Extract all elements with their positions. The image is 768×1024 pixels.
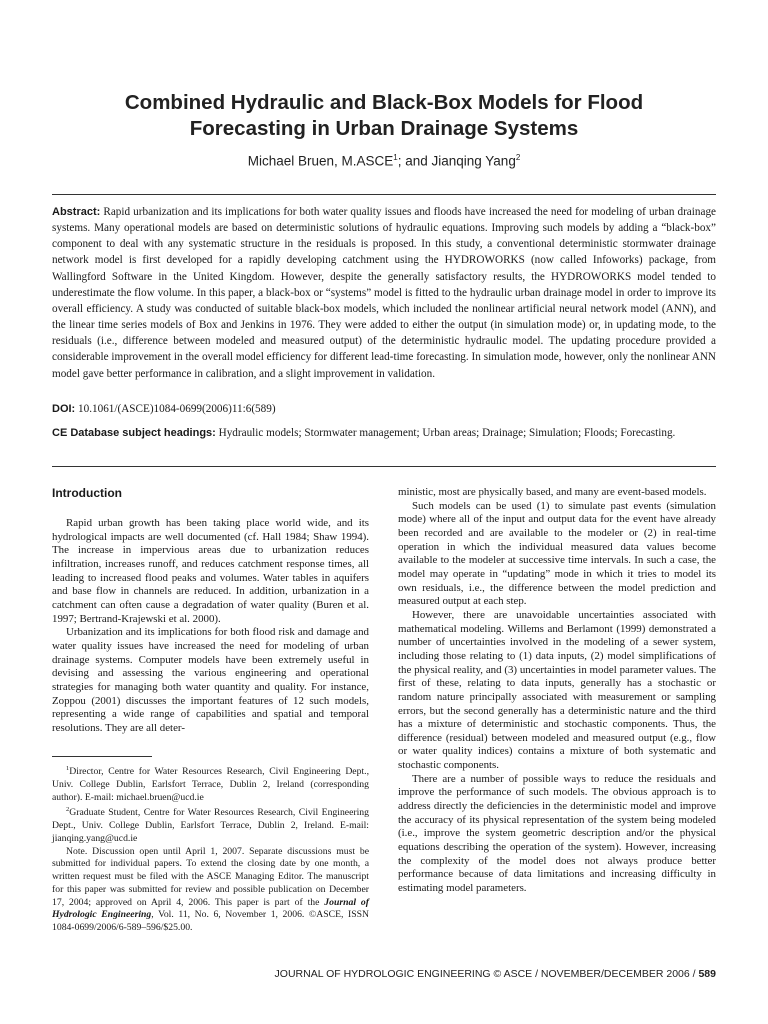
doi-value: 10.1061/(ASCE)1084-0699(2006)11:6(589) <box>78 403 276 415</box>
intro-paragraph: ministic, most are physically based, and many are event-based models. <box>398 486 707 498</box>
page-footer <box>275 968 716 980</box>
left-column <box>52 486 369 736</box>
paper-title-line2: Forecasting in Urban Drainage Systems <box>189 117 579 140</box>
subject-headings-text: Hydraulic models; Stormwater management; Urban areas; Drainage; Simulation; Floods; Forecasting. <box>218 427 676 439</box>
paper-title-line1: Combined Hydraulic and Black-Box Models for Flood <box>124 91 644 114</box>
footnotes <box>52 756 369 935</box>
footnote-divider <box>52 756 152 757</box>
author-line <box>40 153 728 169</box>
footnote-2-mark: 2 <box>66 806 70 814</box>
journal-name: Journal of Hydrologic Engineering <box>52 896 369 921</box>
footer-journal-text: JOURNAL OF HYDROLOGIC ENGINEERING © ASCE / NOVEMBER/DECEMBER 2006 / <box>274 968 699 980</box>
header-divider <box>52 466 716 467</box>
footnote-2 <box>52 804 369 845</box>
author-separator: ; and <box>397 153 432 169</box>
subject-headings-label: CE Database subject headings: <box>52 427 216 439</box>
intro-paragraph: However, there are unavoidable uncertainties associated with mathematical modeling. Willems and Berlamont (1999) demonstrated a number of uncertainties involved in the modeling of a sewer system, including those relating to (1) data inputs, (2) model simplifications of the physical reality, and (3) uncertainties in model parameter values. The first of these, relating to data inputs, generally has a stochastic or random nature principally associated with measurement or sampling errors, but the second generally has a deterministic nature and the third has a mixture of deterministic and stochastic components. Thus, the difference (residual) between modeled and measured output (e.g., flow or water quality indices) contains a mixture of both systematic and stochastic components. <box>398 608 716 772</box>
abstract <box>52 204 716 382</box>
author-2: Jianqing Yang <box>431 153 516 169</box>
discussion-note <box>52 846 369 935</box>
intro-paragraph: Rapid urban growth has been taking place world wide, and its hydrological impacts are well documented (cf. Hall 1984; Shaw 1994). The increase in impervious areas due to urbanization reduces infiltration, increases runoff, and reduces catchment response times, all leading to increased flood peaks and volumes. Water tables in aquifers and base flow in channels are reduced. In addition, urbanization in a catchment can often cause a degradation of water quality (Buren et al. 1997; Bertrand-Krajewski et al. 2000). <box>52 517 369 625</box>
footnote-2-text: Graduate Student, Centre for Water Resources Research, Civil Engineering Dept., Univ. College Dublin, Earlsfort Terrace, Dublin 2, Ireland. E-mail: jianqing.yang@ucd.ie <box>52 807 369 844</box>
footnote-1 <box>52 763 369 804</box>
top-divider <box>52 194 716 195</box>
right-column <box>398 486 716 896</box>
subject-headings <box>52 425 716 441</box>
footnote-1-mark: 1 <box>66 765 70 772</box>
doi-line <box>52 401 716 417</box>
intro-paragraph: Urbanization and its implications for both flood risk and damage and water quality issues have increased the need for modeling of urban drainage systems. Computer models have been extremely useful in devising and assessing the various engineering and operational strategies for managing both water quantity and quality. For instance, Zoppou (2001) discusses the important features of 12 such models, representing a wide range of capabilities and spatial and temporal resolutions. They are all deter- <box>52 626 369 734</box>
doi-label: DOI: <box>52 403 76 415</box>
discussion-note-citation: , Vol. 11, No. 6, November 1, 2006. ©ASCE, ISSN 1084-0699/2006/6-589–596/$25.00. <box>52 909 369 933</box>
intro-paragraph: There are a number of possible ways to reduce the residuals and improve the performance of such models. The obvious approach is to address directly the deficiencies in the deterministic model and improve the accuracy of its physical representation of the system being modeled (i.e., improve the system geometric description and/or the physical equations describing the operation of the system). However, increasing the complexity of the model does not always produce better performance because of data limitations and increasing difficulty in estimating model parameters. <box>398 772 716 895</box>
intro-paragraph: Such models can be used (1) to simulate past events (simulation mode) where all of the input and output data for the event have already been recorded and are available to the modeler or (2) in real-time operation in which the individual measured data values become available to the modeler at successive time intervals. In such a case, the model may operate in “updating” mode in which it tries to model its own residuals, i.e., the difference between the model prediction and measured output at each step. <box>398 499 716 608</box>
author-1-affiliation-mark: 1 <box>393 153 398 162</box>
abstract-text: Rapid urbanization and its implications for both water quality issues and floods have increased the need for modeling of urban drainage systems. Many operational models are based on deterministic solutions of hydraulic equations. Improving such models by adding a “black-box” component to deal with any systematic structure in the residuals is proposed. In this study, a conventional deterministic stormwater drainage network model is first developed for a rapidly developing catchment using the HYDROWORKS (now called Infoworks) package, from Wallingford Software in the United Kingdom. However, despite the generally satisfactory results, the HYDROWORKS model tended to underestimate the flow volume. In this paper, a black-box or “systems” model is fitted to the hydraulic urban drainage model in order to improve its overall efficiency. A study was conducted of suitable black-box models, which included the nonlinear artificial neural network model (ANN), and the linear time series models of Box and Jenkins in 1976. They were added to either the output (in simulation mode) or, in updating mode, to the residuals (i.e., difference between modeled and measured output) of the deterministic hydraulic model. The updating procedure provided a considerable improvement in the overall model efficiency for different lead-time forecasting. In simulation mode, however, only the nonlinear ANN model gave better performance in calibration, and a slight improvement in validation. <box>52 206 716 380</box>
author-2-affiliation-mark: 2 <box>515 153 521 162</box>
author-1: Michael Bruen, M.ASCE <box>247 153 394 169</box>
abstract-label: Abstract: <box>52 206 101 218</box>
page-number: 589 <box>698 968 716 980</box>
discussion-note-text: Note. Discussion open until April 1, 2007. Separate discussions must be submitted for individual papers. To extend the closing date by one month, a written request must be filed with the ASCE Managing Editor. The manuscript for this paper was submitted for review and possible publication on December 17, 2004; approved on April 4, 2006. This paper is part of the <box>52 845 369 908</box>
paper-title <box>40 90 728 142</box>
footnote-1-text: Director, Centre for Water Resources Research, Civil Engineering Dept., Univ. College Dublin, Earlsfort Terrace, Dublin 2, Ireland (corresponding author). E-mail: michael.bruen@ucd.ie <box>52 766 369 803</box>
section-heading-introduction: Introduction <box>52 486 122 500</box>
